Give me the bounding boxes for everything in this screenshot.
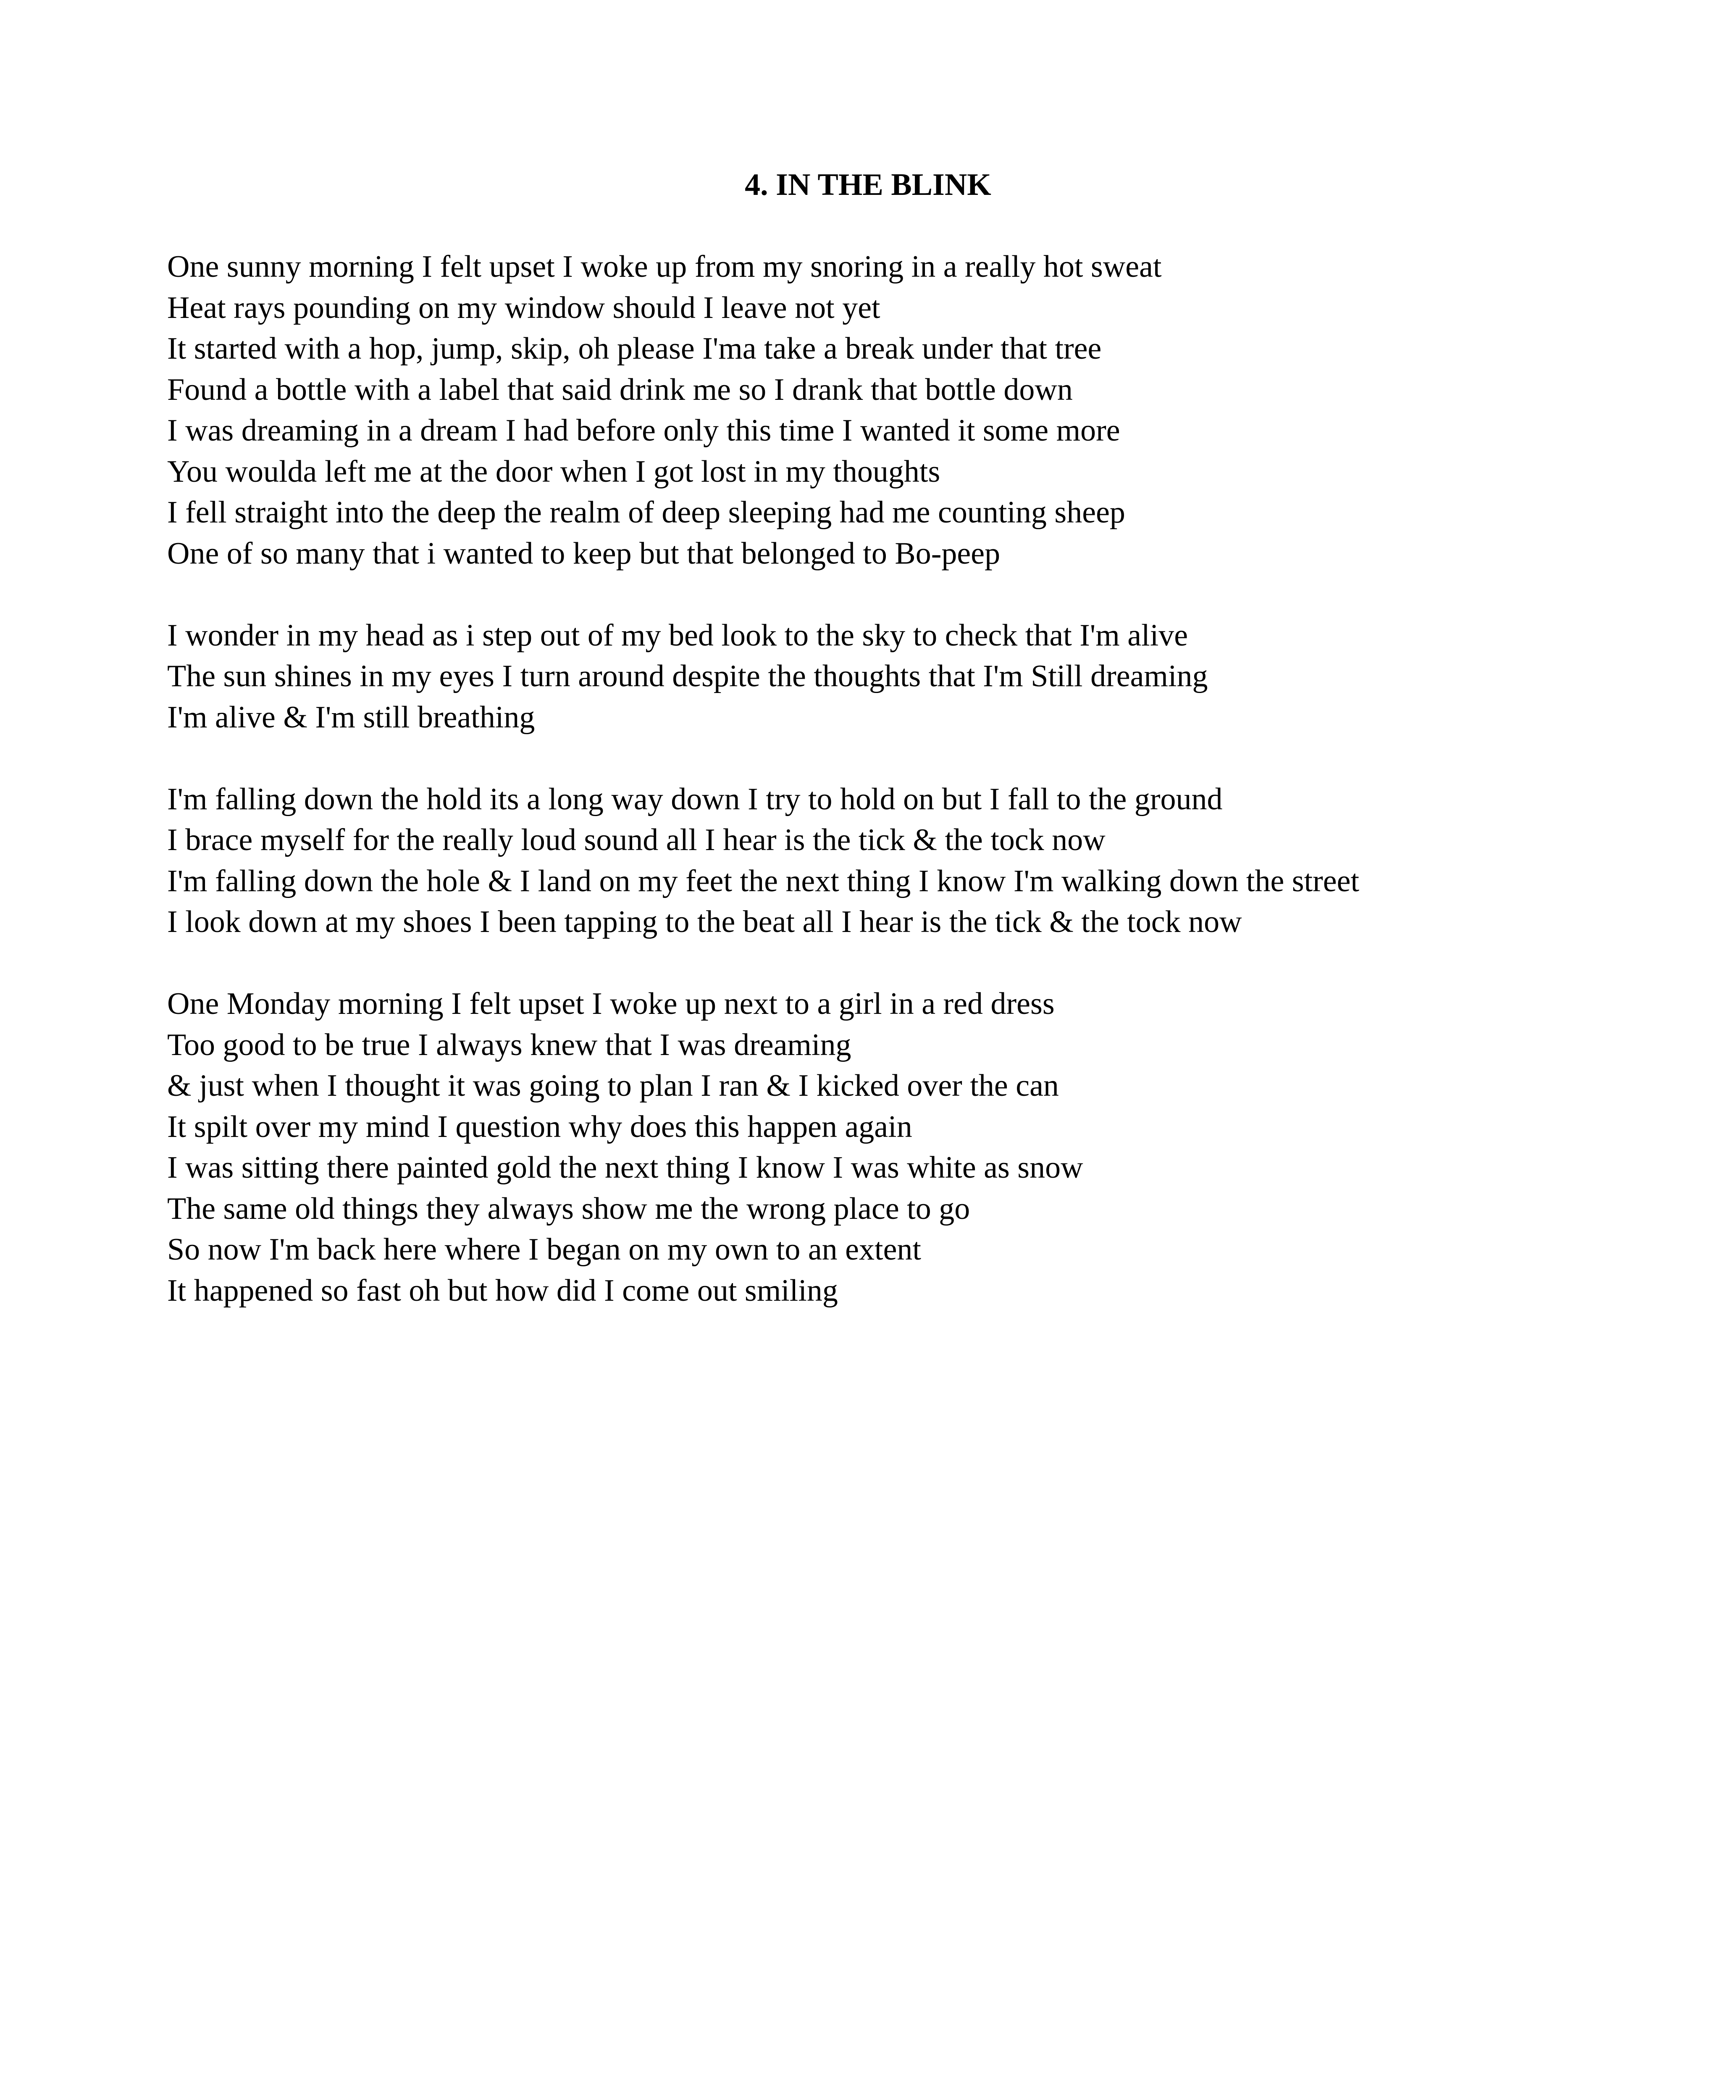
lyric-line: Heat rays pounding on my window should I leave not yet <box>167 290 880 325</box>
song-title: 4. IN THE BLINK <box>745 168 991 202</box>
lyric-line: So now I'm back here where I began on my own to an extent <box>167 1232 921 1267</box>
lyric-line: The same old things they always show me the wrong place to go <box>167 1191 970 1226</box>
lyric-line: I was sitting there painted gold the next thing I know I was white as snow <box>167 1150 1083 1185</box>
stanza-1 <box>167 247 1700 574</box>
lyric-line: It spilt over my mind I question why does this happen again <box>167 1109 912 1144</box>
lyric-line: I'm falling down the hole & I land on my feet the next thing I know I'm walking down the street <box>167 864 1360 898</box>
lyric-line: I'm falling down the hold its a long way down I try to hold on but I fall to the ground <box>167 782 1223 816</box>
lyric-line: Found a bottle with a label that said drink me so I drank that bottle down <box>167 372 1073 407</box>
lyric-line: I wonder in my head as i step out of my bed look to the sky to check that I'm alive <box>167 618 1188 653</box>
lyric-line: One sunny morning I felt upset I woke up from my snoring in a really hot sweat <box>167 249 1162 284</box>
lyric-line: & just when I thought it was going to plan I ran & I kicked over the can <box>167 1068 1059 1103</box>
lyric-line: I fell straight into the deep the realm of deep sleeping had me counting sheep <box>167 495 1125 530</box>
lyric-line: I brace myself for the really loud sound all I hear is the tick & the tock now <box>167 823 1106 857</box>
lyric-line: The sun shines in my eyes I turn around despite the thoughts that I'm Still dreaming <box>167 659 1208 693</box>
lyric-line: One of so many that i wanted to keep but that belonged to Bo-peep <box>167 536 1001 571</box>
lyric-line: One Monday morning I felt upset I woke up next to a girl in a red dress <box>167 987 1055 1021</box>
lyric-line: I'm alive & I'm still breathing <box>167 700 535 735</box>
stanza-2 <box>167 615 1700 738</box>
lyric-line: It started with a hop, jump, skip, oh please I'ma take a break under that tree <box>167 331 1102 366</box>
lyric-line: I look down at my shoes I been tapping to the beat all I hear is the tick & the tock now <box>167 905 1242 939</box>
lyric-line: You woulda left me at the door when I got lost in my thoughts <box>167 454 940 489</box>
lyric-line: It happened so fast oh but how did I come out smiling <box>167 1273 838 1308</box>
lyrics-body <box>167 247 1700 1352</box>
lyric-line: I was dreaming in a dream I had before only this time I wanted it some more <box>167 413 1120 448</box>
stanza-4 <box>167 984 1700 1311</box>
lyric-line: Too good to be true I always knew that I was dreaming <box>167 1027 851 1062</box>
stanza-3 <box>167 779 1700 943</box>
